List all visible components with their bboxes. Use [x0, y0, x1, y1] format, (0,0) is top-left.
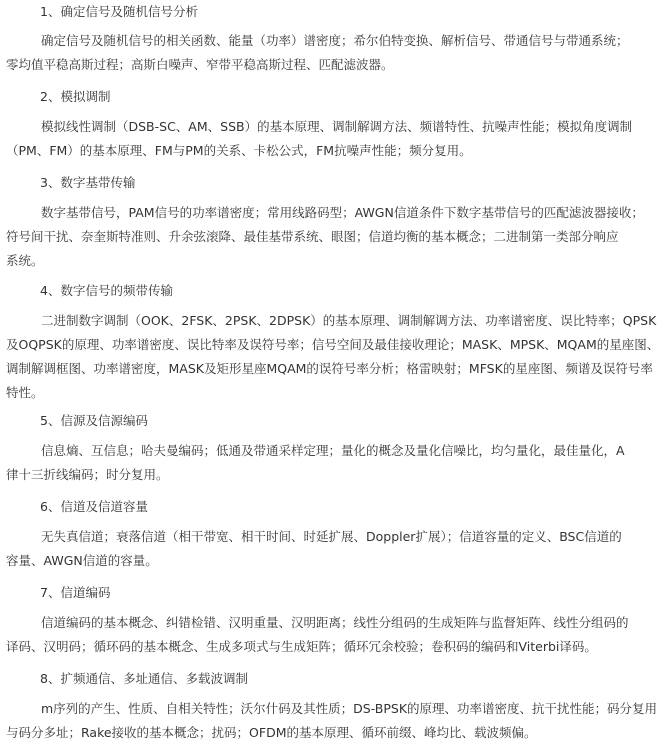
section-5-heading: 5、信源及信源编码 — [40, 413, 148, 428]
body-line: 容量、AWGN信道的容量。 — [6, 553, 158, 568]
body-line: 模拟线性调制（DSB-SC、AM、SSB）的基本原理、调制解调方法、频谱特性、抗噪声性能；模拟角度调制 — [41, 119, 633, 134]
section-4-body — [6, 309, 658, 405]
body-line: 数字基带信号，PAM信号的功率谱密度；常用线路码型；AWGN信道条件下数字基带信号的匹配滤波器接收； — [41, 205, 644, 220]
body-line: 调制解调框图、功率谱密度，MASK及矩形星座MQAM的误符号率分析；格雷映射；MFSK的星座图、频谱及误符号率 — [6, 361, 653, 376]
section-8-body — [6, 697, 658, 745]
body-line: （PM、FM）的基本原理、FM与PM的关系、卡松公式，FM抗噪声性能；频分复用。 — [6, 143, 472, 158]
section-6-body — [6, 525, 658, 573]
section-1-body — [6, 29, 658, 77]
section-8-heading: 8、扩频通信、多址通信、多载波调制 — [40, 671, 248, 686]
section-3-heading: 3、数字基带传输 — [40, 175, 136, 190]
body-line: m序列的产生、性质、自相关特性；沃尔什码及其性质；DS-BPSK的原理、功率谱密度、抗干扰性能；码分复用 — [41, 701, 658, 716]
section-2-body — [6, 115, 658, 163]
section-6-heading: 6、信道及信道容量 — [40, 499, 148, 514]
body-line: 信息熵、互信息；哈夫曼编码；低通及带通采样定理；量化的概念及量化信噪比，均匀量化，最佳量化，A — [41, 443, 625, 458]
section-7-heading: 7、信道编码 — [40, 585, 111, 600]
body-line: 译码、汉明码；循环码的基本概念、生成多项式与生成矩阵；循环冗余校验；卷积码的编码和Viterbi译码。 — [6, 639, 597, 654]
body-line: 信道编码的基本概念、纠错检错、汉明重量、汉明距离；线性分组码的生成矩阵与监督矩阵、线性分组码的 — [41, 615, 629, 630]
section-7-body — [6, 611, 658, 659]
section-4-heading: 4、数字信号的频带传输 — [40, 283, 173, 298]
body-line: 二进制数字调制（OOK、2FSK、2PSK、2DPSK）的基本原理、调制解调方法、功率谱密度、误比特率；QPSK — [41, 313, 657, 328]
body-line: 特性。 — [6, 385, 44, 400]
body-line: 及OQPSK的原理、功率谱密度、误比特率及误符号率；信号空间及最佳接收理论；MASK、MPSK、MQAM的星座图、 — [6, 337, 660, 352]
section-1-heading: 1、确定信号及随机信号分析 — [40, 4, 198, 19]
body-line: 与码分多址；Rake接收的基本概念；扰码；OFDM的基本原理、循环前缀、峰均比、载波频偏。 — [6, 725, 537, 740]
body-line: 符号间干扰、奈奎斯特准则、升余弦滚降、最佳基带系统、眼图；信道均衡的基本概念；二进制第一类部分响应 — [6, 229, 619, 244]
body-line: 系统。 — [6, 253, 44, 268]
body-line: 无失真信道；衰落信道（相干带宽、相干时间、时延扩展、Doppler扩展）；信道容量的定义、BSC信道的 — [41, 529, 622, 544]
body-line: 零均值平稳高斯过程；高斯白噪声、窄带平稳高斯过程、匹配滤波器。 — [6, 57, 394, 72]
body-line: 确定信号及随机信号的相关函数、能量（功率）谱密度；希尔伯特变换、解析信号、带通信号与带通系统； — [41, 33, 629, 48]
section-3-body — [6, 201, 658, 273]
section-2-heading: 2、模拟调制 — [40, 89, 111, 104]
section-5-body — [6, 439, 658, 487]
body-line: 律十三折线编码；时分复用。 — [6, 467, 169, 482]
